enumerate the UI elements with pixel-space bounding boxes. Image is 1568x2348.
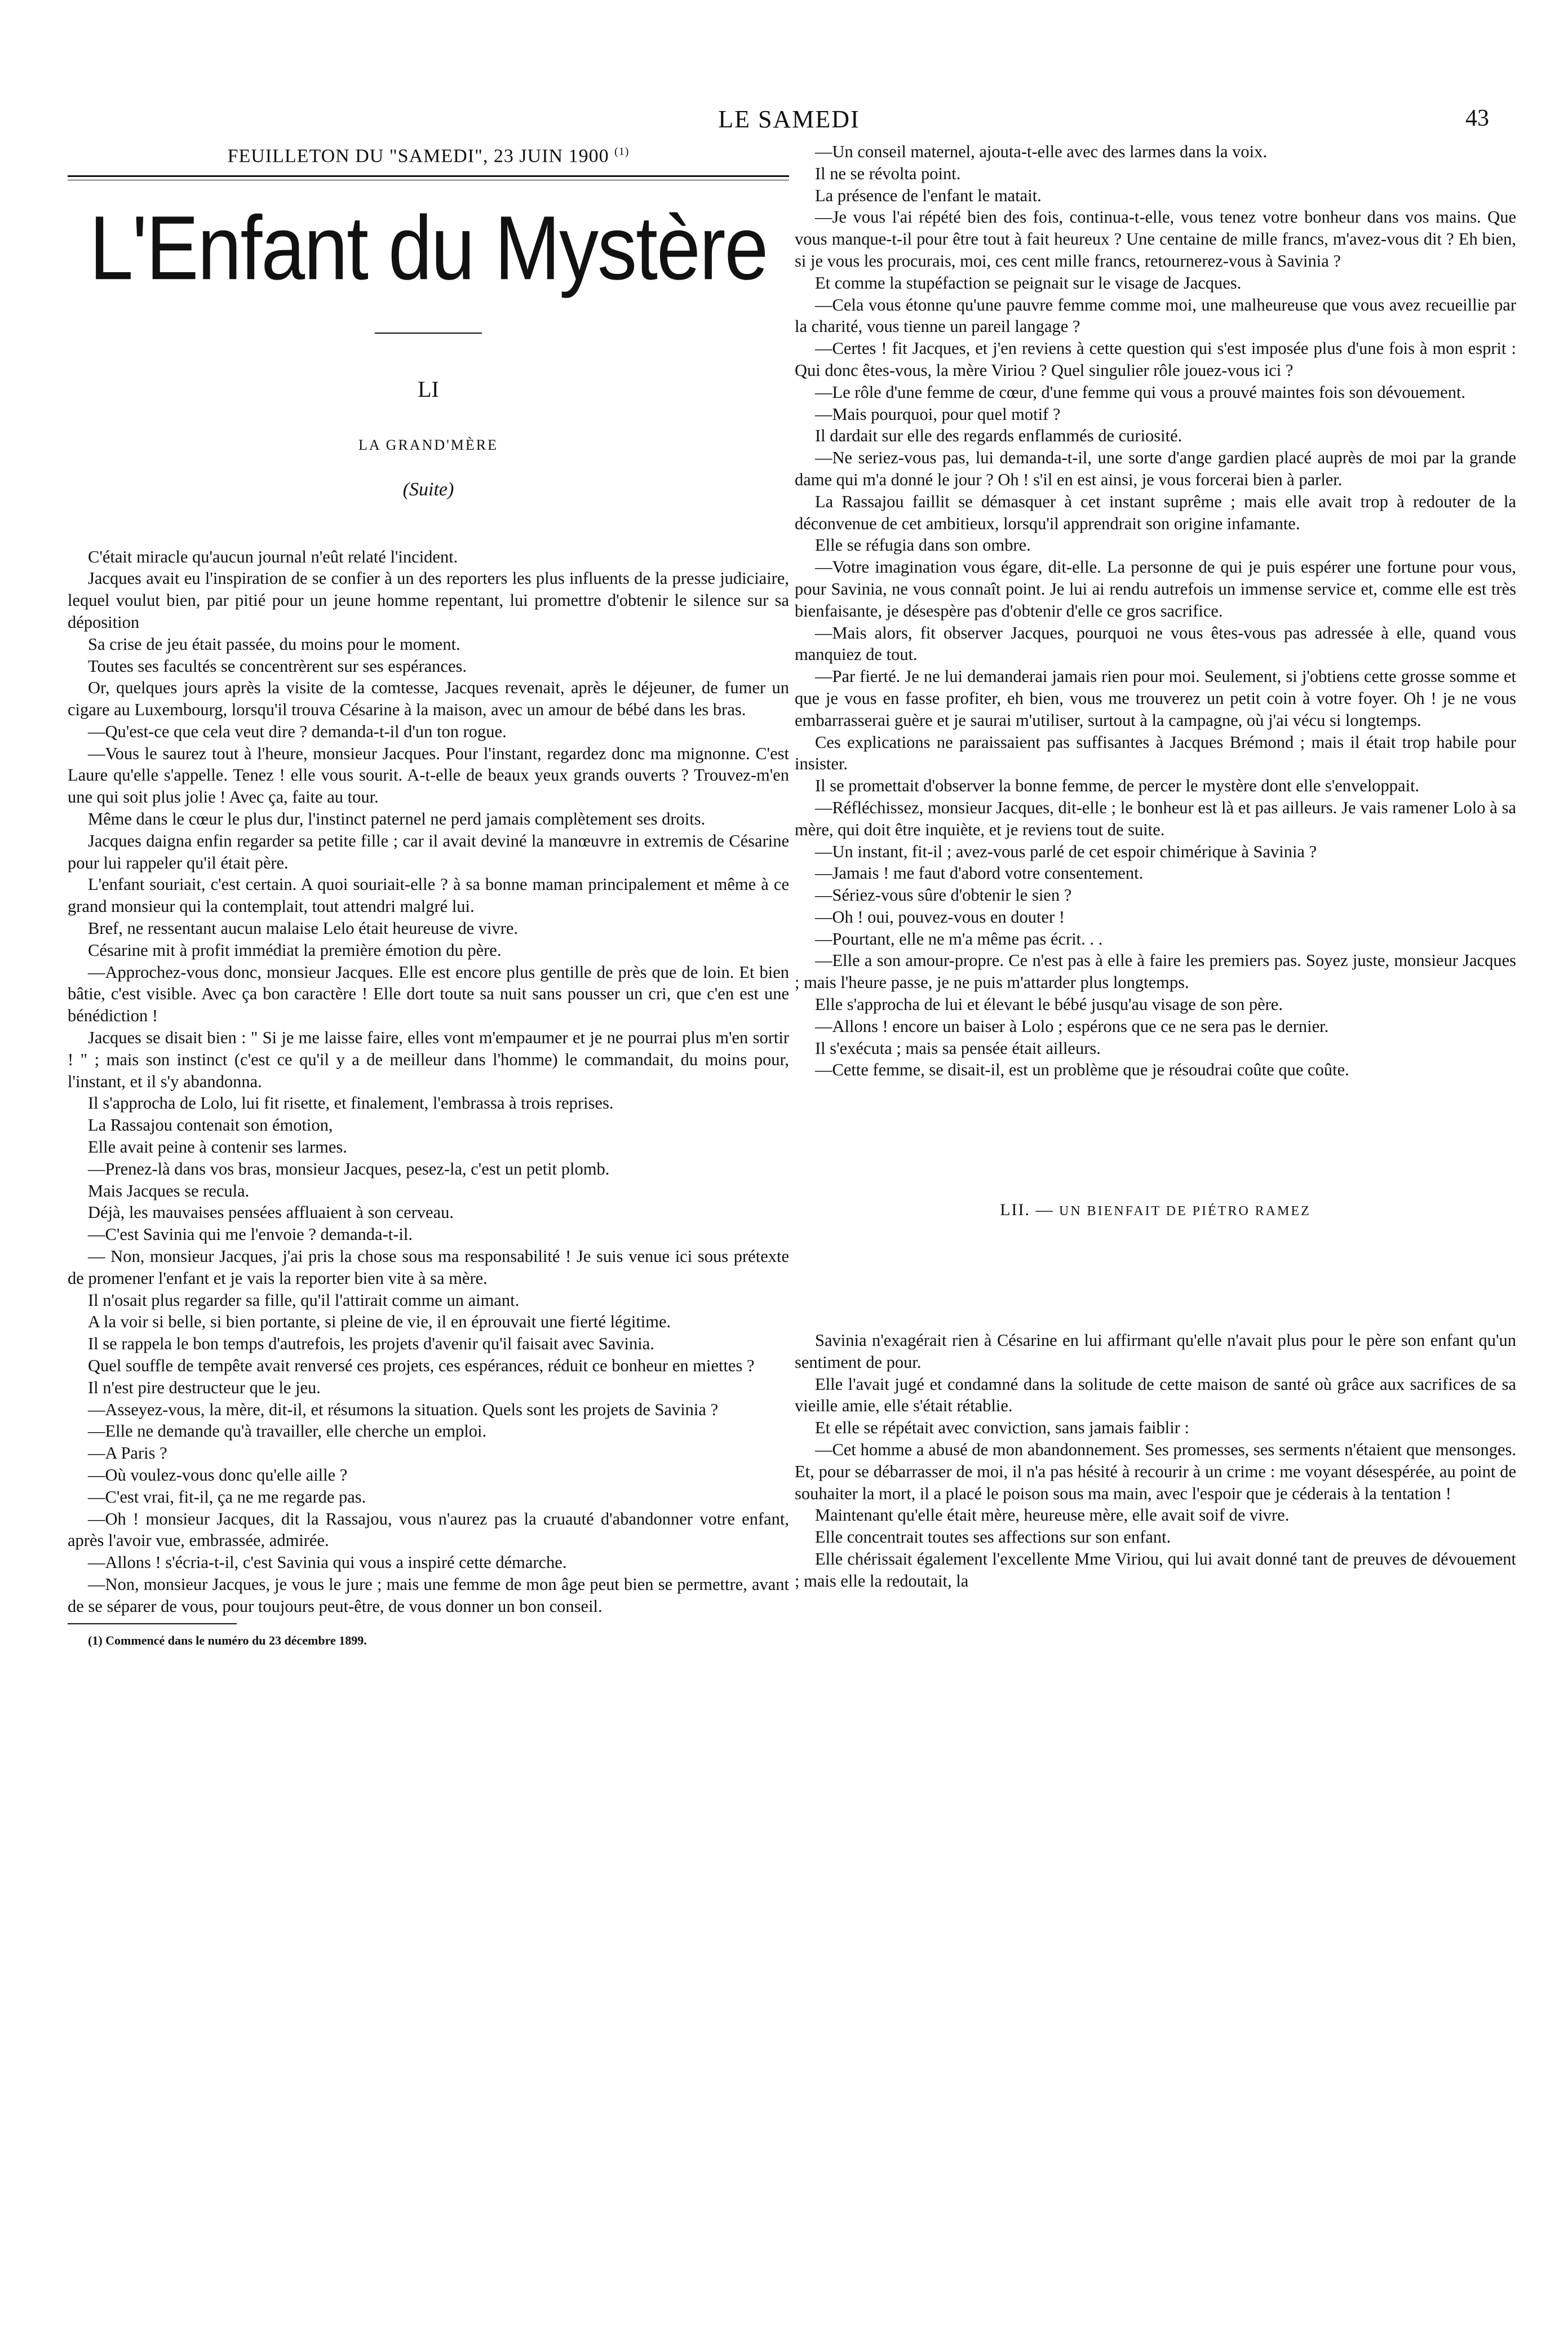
paragraph: L'enfant souriait, c'est certain. A quoi souriait-elle ? à sa bonne maman principalement et même à ce grand monsieur qui la contemplait, tout attendri malgré lui.	[68, 875, 789, 916]
paragraph: Il se promettait d'observer la bonne femme, de percer le mystère dont elle s'enveloppait.	[815, 776, 1420, 796]
story-title: L'Enfant du Mystère	[89, 197, 768, 299]
paragraph: —Un conseil maternel, ajouta-t-elle avec des larmes dans la voix.	[815, 142, 1268, 161]
paragraph: Quel souffle de tempête avait renversé ces projets, ces espérances, réduit ce bonheur en miettes ?	[88, 1356, 755, 1375]
paragraph: Or, quelques jours après la visite de la comtesse, Jacques revenait, après le déjeuner, de fumer un cigare au Luxembourg, lorsqu'il trouva Césarine à la maison, avec un amour de bébé dans les bras.	[68, 678, 789, 720]
feuilleton-line	[68, 141, 789, 167]
paragraph: A la voir si belle, si bien portante, si pleine de vie, il en éprouvait une fierté légitime.	[88, 1312, 671, 1332]
paragraph: —Jamais ! me faut d'abord votre consentement.	[815, 863, 1144, 883]
paragraph: Césarine mit à profit immédiat la première émotion du père.	[88, 940, 502, 960]
feuilleton-label: FEUILLETON DU "SAMEDI", 23 JUIN 1900	[227, 145, 609, 167]
paragraph: Ces explications ne paraissaient pas suffisantes à Jacques Brémond ; mais il était trop habile pour insister.	[795, 732, 1516, 774]
paragraph: —Par fierté. Je ne lui demanderai jamais rien pour moi. Seulement, si j'obtiens cette grosse somme et que je vous en fasse profiter, eh bien, vous me trouverez un petit coin à votre foyer. Oh ! je ne vous embarrasserai guère et je saurai m'utiliser, surtout à la campagne, où j'ai vécu si longtemps.	[795, 667, 1516, 730]
paragraph: Déjà, les mauvaises pensées affluaient à son cerveau.	[88, 1203, 454, 1222]
paragraph: La présence de l'enfant le matait.	[815, 185, 1042, 205]
chapter-two-dash: —	[1035, 1200, 1054, 1220]
paragraph: —Vous le saurez tout à l'heure, monsieur Jacques. Pour l'instant, regardez donc ma mignonne. C'est Laure qu'elle s'appelle. Tenez ! elle vous sourit. A-t-elle de beaux yeux grands ouverts ? Trouvez-m'en une qui soit plus jolie ! Avec ça, faite au tour.	[68, 743, 789, 807]
paragraph: —Allons ! encore un baiser à Lolo ; espérons que ce ne sera pas le dernier.	[815, 1016, 1329, 1036]
right-body-a	[795, 141, 1516, 1081]
paragraph: —Asseyez-vous, la mère, dit-il, et résumons la situation. Quels sont les projets de Savinia ?	[88, 1399, 719, 1419]
paragraph: —C'est vrai, fit-il, ça ne me regarde pas.	[88, 1487, 366, 1507]
title-rule	[375, 333, 482, 334]
paragraph: Elle s'approcha de lui et élevant le bébé jusqu'au visage de son père.	[815, 995, 1283, 1014]
paragraph: —Ne seriez-vous pas, lui demanda-t-il, une sorte d'ange gardien placé auprès de moi par la grande dame qui m'a donné le jour ? Oh ! s'il en est ainsi, je vous forcerai bien à parler.	[795, 448, 1516, 489]
paragraph: Elle avait peine à contenir ses larmes.	[88, 1137, 347, 1157]
paragraph: —Allons ! s'écria-t-il, c'est Savinia qui vous a inspiré cette démarche.	[88, 1553, 567, 1572]
right-column	[795, 141, 1516, 1592]
paragraph: —Un instant, fit-il ; avez-vous parlé de cet espoir chimérique à Savinia ?	[815, 841, 1317, 861]
paragraph: La Rassajou faillit se démasquer à cet instant suprême ; mais elle avait trop à redouter de la déconvenue de cet ambitieux, lorsqu'il apprendrait son origine infamante.	[795, 491, 1516, 533]
right-body-b	[795, 1330, 1516, 1592]
masthead: LE SAMEDI	[718, 105, 860, 133]
paragraph: — Non, monsieur Jacques, j'ai pris la chose sous ma responsabilité ! Je suis venue ici sous prétexte de promener l'enfant et je vais la reporter bien vite à sa mère.	[68, 1247, 789, 1288]
paragraph: —Prenez-là dans vos bras, monsieur Jacques, pesez-la, c'est un petit plomb.	[88, 1159, 610, 1179]
paragraph: —Mais pourquoi, pour quel motif ?	[815, 404, 1061, 424]
paragraph: Et comme la stupéfaction se peignait sur le visage de Jacques.	[815, 273, 1242, 293]
paragraph: —Elle ne demande qu'à travailler, elle cherche un emploi.	[88, 1421, 487, 1441]
paragraph: Il dardait sur elle des regards enflammés de curiosité.	[815, 426, 1182, 446]
double-rule	[68, 175, 789, 180]
paragraph: —C'est Savinia qui me l'envoie ? demanda-t-il.	[88, 1225, 413, 1244]
paragraph: —Elle a son amour-propre. Ce n'est pas à elle à faire les premiers pas. Soyez juste, monsieur Jacques ; mais l'heure passe, je ne puis m'attarder plus longtemps.	[795, 951, 1516, 993]
paragraph: Il se rappela le bon temps d'autrefois, les projets d'avenir qu'il faisait avec Savinia.	[88, 1334, 654, 1354]
chapter-number: LI	[418, 376, 439, 402]
chapter-two-heading	[795, 1199, 1516, 1222]
left-column	[68, 141, 789, 1651]
paragraph: —Certes ! fit Jacques, et j'en reviens à cette question qui s'est imposée plus d'une fois à mon esprit : Qui donc êtes-vous, la mère Viriou ? Quel singulier rôle jouez-vous ici ?	[795, 339, 1516, 380]
paragraph: —Oh ! monsieur Jacques, dit la Rassajou, vous n'aurez pas la cruauté d'abandonner votre enfant, après l'avoir vue, embrassée, admirée.	[68, 1509, 789, 1550]
paragraph: Jacques daigna enfin regarder sa petite fille ; car il avait deviné la manœuvre in extremis de Césarine pour lui rappeler qu'il était père.	[68, 831, 789, 872]
paragraph: Jacques se disait bien : " Si je me laisse faire, elles vont m'empaumer et je ne pourrai plus m'en sortir ! " ; mais son instinct (c'est ce qu'il y a de meilleur dans l'homme) le commandait, du moins pour, l'instant, et il s'y abandonna.	[68, 1028, 789, 1091]
paragraph: —Je vous l'ai répété bien des fois, continua-t-elle, vous tenez votre bonheur dans vos mains. Que vous manque-t-il pour être tout à fait heureux ? Une centaine de mille francs, m'avez-vous dit ? Eh bien, si je vous les procurais, moi, ces cent mille francs, retournerez-vous à Savinia ?	[795, 207, 1516, 271]
paragraph: —Cela vous étonne qu'une pauvre femme comme moi, une malheureuse que vous avez recueillie par la charité, vous tienne un pareil langage ?	[795, 295, 1516, 336]
paragraph: Il ne se révolta point.	[815, 163, 961, 183]
paragraph: Elle se réfugia dans son ombre.	[815, 535, 1031, 555]
paragraph: Elle chérissait également l'excellente Mme Viriou, qui lui avait donné tant de preuves de dévouement ; mais elle la redoutait, la	[795, 1549, 1516, 1591]
paragraph: Il n'est pire destructeur que le jeu.	[88, 1377, 321, 1397]
paragraph: La Rassajou contenait son émotion,	[88, 1115, 333, 1135]
paragraph: Elle concentrait toutes ses affections sur son enfant.	[815, 1527, 1171, 1547]
paragraph: —Non, monsieur Jacques, je vous le jure ; mais une femme de mon âge peut bien se permettre, avant de se séparer de vous, pour toujours peut-être, de vous donner un bon conseil.	[68, 1574, 789, 1616]
paragraph: —Le rôle d'une femme de cœur, d'une femme qui vous a prouvé maintes fois son dévouement.	[815, 382, 1466, 402]
paragraph: Elle l'avait jugé et condamné dans la solitude de cette maison de santé où grâce aux sacrifices de sa vieille amie, elle s'était rétablie.	[795, 1374, 1516, 1416]
paragraph: —Où voulez-vous donc qu'elle aille ?	[88, 1465, 348, 1485]
chapter-two-title: UN BIENFAIT DE PIÉTRO RAMEZ	[1059, 1204, 1311, 1219]
paragraph: Il s'exécuta ; mais sa pensée était ailleurs.	[815, 1038, 1101, 1058]
paragraph: Il n'osait plus regarder sa fille, qu'il l'attirait comme un aimant.	[88, 1290, 520, 1310]
paragraph: —Oh ! oui, pouvez-vous en douter !	[815, 907, 1065, 927]
paragraph: C'était miracle qu'aucun journal n'eût relaté l'incident.	[88, 547, 458, 566]
running-head	[0, 68, 1568, 133]
paragraph: —Cette femme, se disait-il, est un problème que je résoudrai coûte que coûte.	[815, 1060, 1349, 1080]
paragraph: —Réfléchissez, monsieur Jacques, dit-elle ; le bonheur est là et pas ailleurs. Je vais ramener Lolo à sa mère, qui doit être inquiète, et je reviens tout de suite.	[795, 798, 1516, 839]
paragraph: —A Paris ?	[88, 1443, 167, 1463]
page-number: 43	[1465, 105, 1489, 131]
paragraph: —Qu'est-ce que cela veut dire ? demanda-t-il d'un ton rogue.	[88, 721, 507, 741]
paragraph: Sa crise de jeu était passée, du moins pour le moment.	[88, 634, 460, 654]
continued-label: (Suite)	[402, 479, 454, 500]
paragraph: —Approchez-vous donc, monsieur Jacques. Elle est encore plus gentille de près que de loin. Et bien bâtie, c'est visible. Avec ça bon caractère ! Elle dort toute sa nuit sans pousser un cri, que c'en est une bénédiction !	[68, 962, 789, 1026]
paragraph: —Pourtant, elle ne m'a même pas écrit. . .	[815, 929, 1103, 949]
paragraph: Il s'approcha de Lolo, lui fit risette, et finalement, l'embrassa à trois reprises.	[88, 1093, 614, 1113]
paragraph: —Mais alors, fit observer Jacques, pourquoi ne vous êtes-vous pas adressée à elle, quand vous manquiez de tout.	[795, 623, 1516, 664]
footnote-rule	[68, 1623, 237, 1624]
paragraph: Et elle se répétait avec conviction, sans jamais faiblir :	[815, 1418, 1189, 1438]
footnote: (1) Commencé dans le numéro du 23 décembre 1899.	[88, 1633, 367, 1647]
left-body	[68, 546, 789, 1618]
paragraph: Même dans le cœur le plus dur, l'instinct paternel ne perd jamais complètement ses droits.	[88, 809, 706, 829]
paragraph: Savinia n'exagérait rien à Césarine en lui affirmant qu'elle n'avait plus pour le père son enfant qu'un sentiment de pour.	[795, 1331, 1516, 1372]
paragraph: Jacques avait eu l'inspiration de se confier à un des reporters les plus influents de la presse judiciaire, lequel voulut bien, par pitié pour un jeune homme repentant, lui promettre d'obtenir le silence sur sa déposition	[68, 569, 789, 632]
paragraph: Toutes ses facultés se concentrèrent sur ses espérances.	[88, 656, 467, 676]
footnote-mark: (1)	[614, 145, 630, 158]
paragraph: —Cet homme a abusé de mon abandonnement. Ses promesses, ses serments n'étaient que mensonges. Et, pour se débarrasser de moi, il n'a pas hésité à recourir à un crime : me voyant désespérée, au point de souhaiter la mort, il a placé le poison sous ma main, avec l'espoir que je céderais à la tentation !	[795, 1440, 1516, 1503]
paragraph: —Votre imagination vous égare, dit-elle. La personne de qui je puis espérer une fortune pour vous, pour Savinia, ne vous connaît point. Je lui ai rendu autrefois un immense service et, comme elle est très bienfaisante, je désespère pas d'obtenir d'elle ce gros sacrifice.	[795, 557, 1516, 621]
paragraph: Mais Jacques se recula.	[88, 1181, 250, 1200]
chapter-title: LA GRAND'MÈRE	[358, 436, 499, 453]
paragraph: Maintenant qu'elle était mère, heureuse mère, elle avait soif de vivre.	[815, 1505, 1290, 1525]
chapter-two-number: LII.	[1000, 1200, 1031, 1220]
paragraph: —Sériez-vous sûre d'obtenir le sien ?	[815, 885, 1072, 905]
paragraph: Bref, ne ressentant aucun malaise Lelo était heureuse de vivre.	[88, 919, 519, 938]
